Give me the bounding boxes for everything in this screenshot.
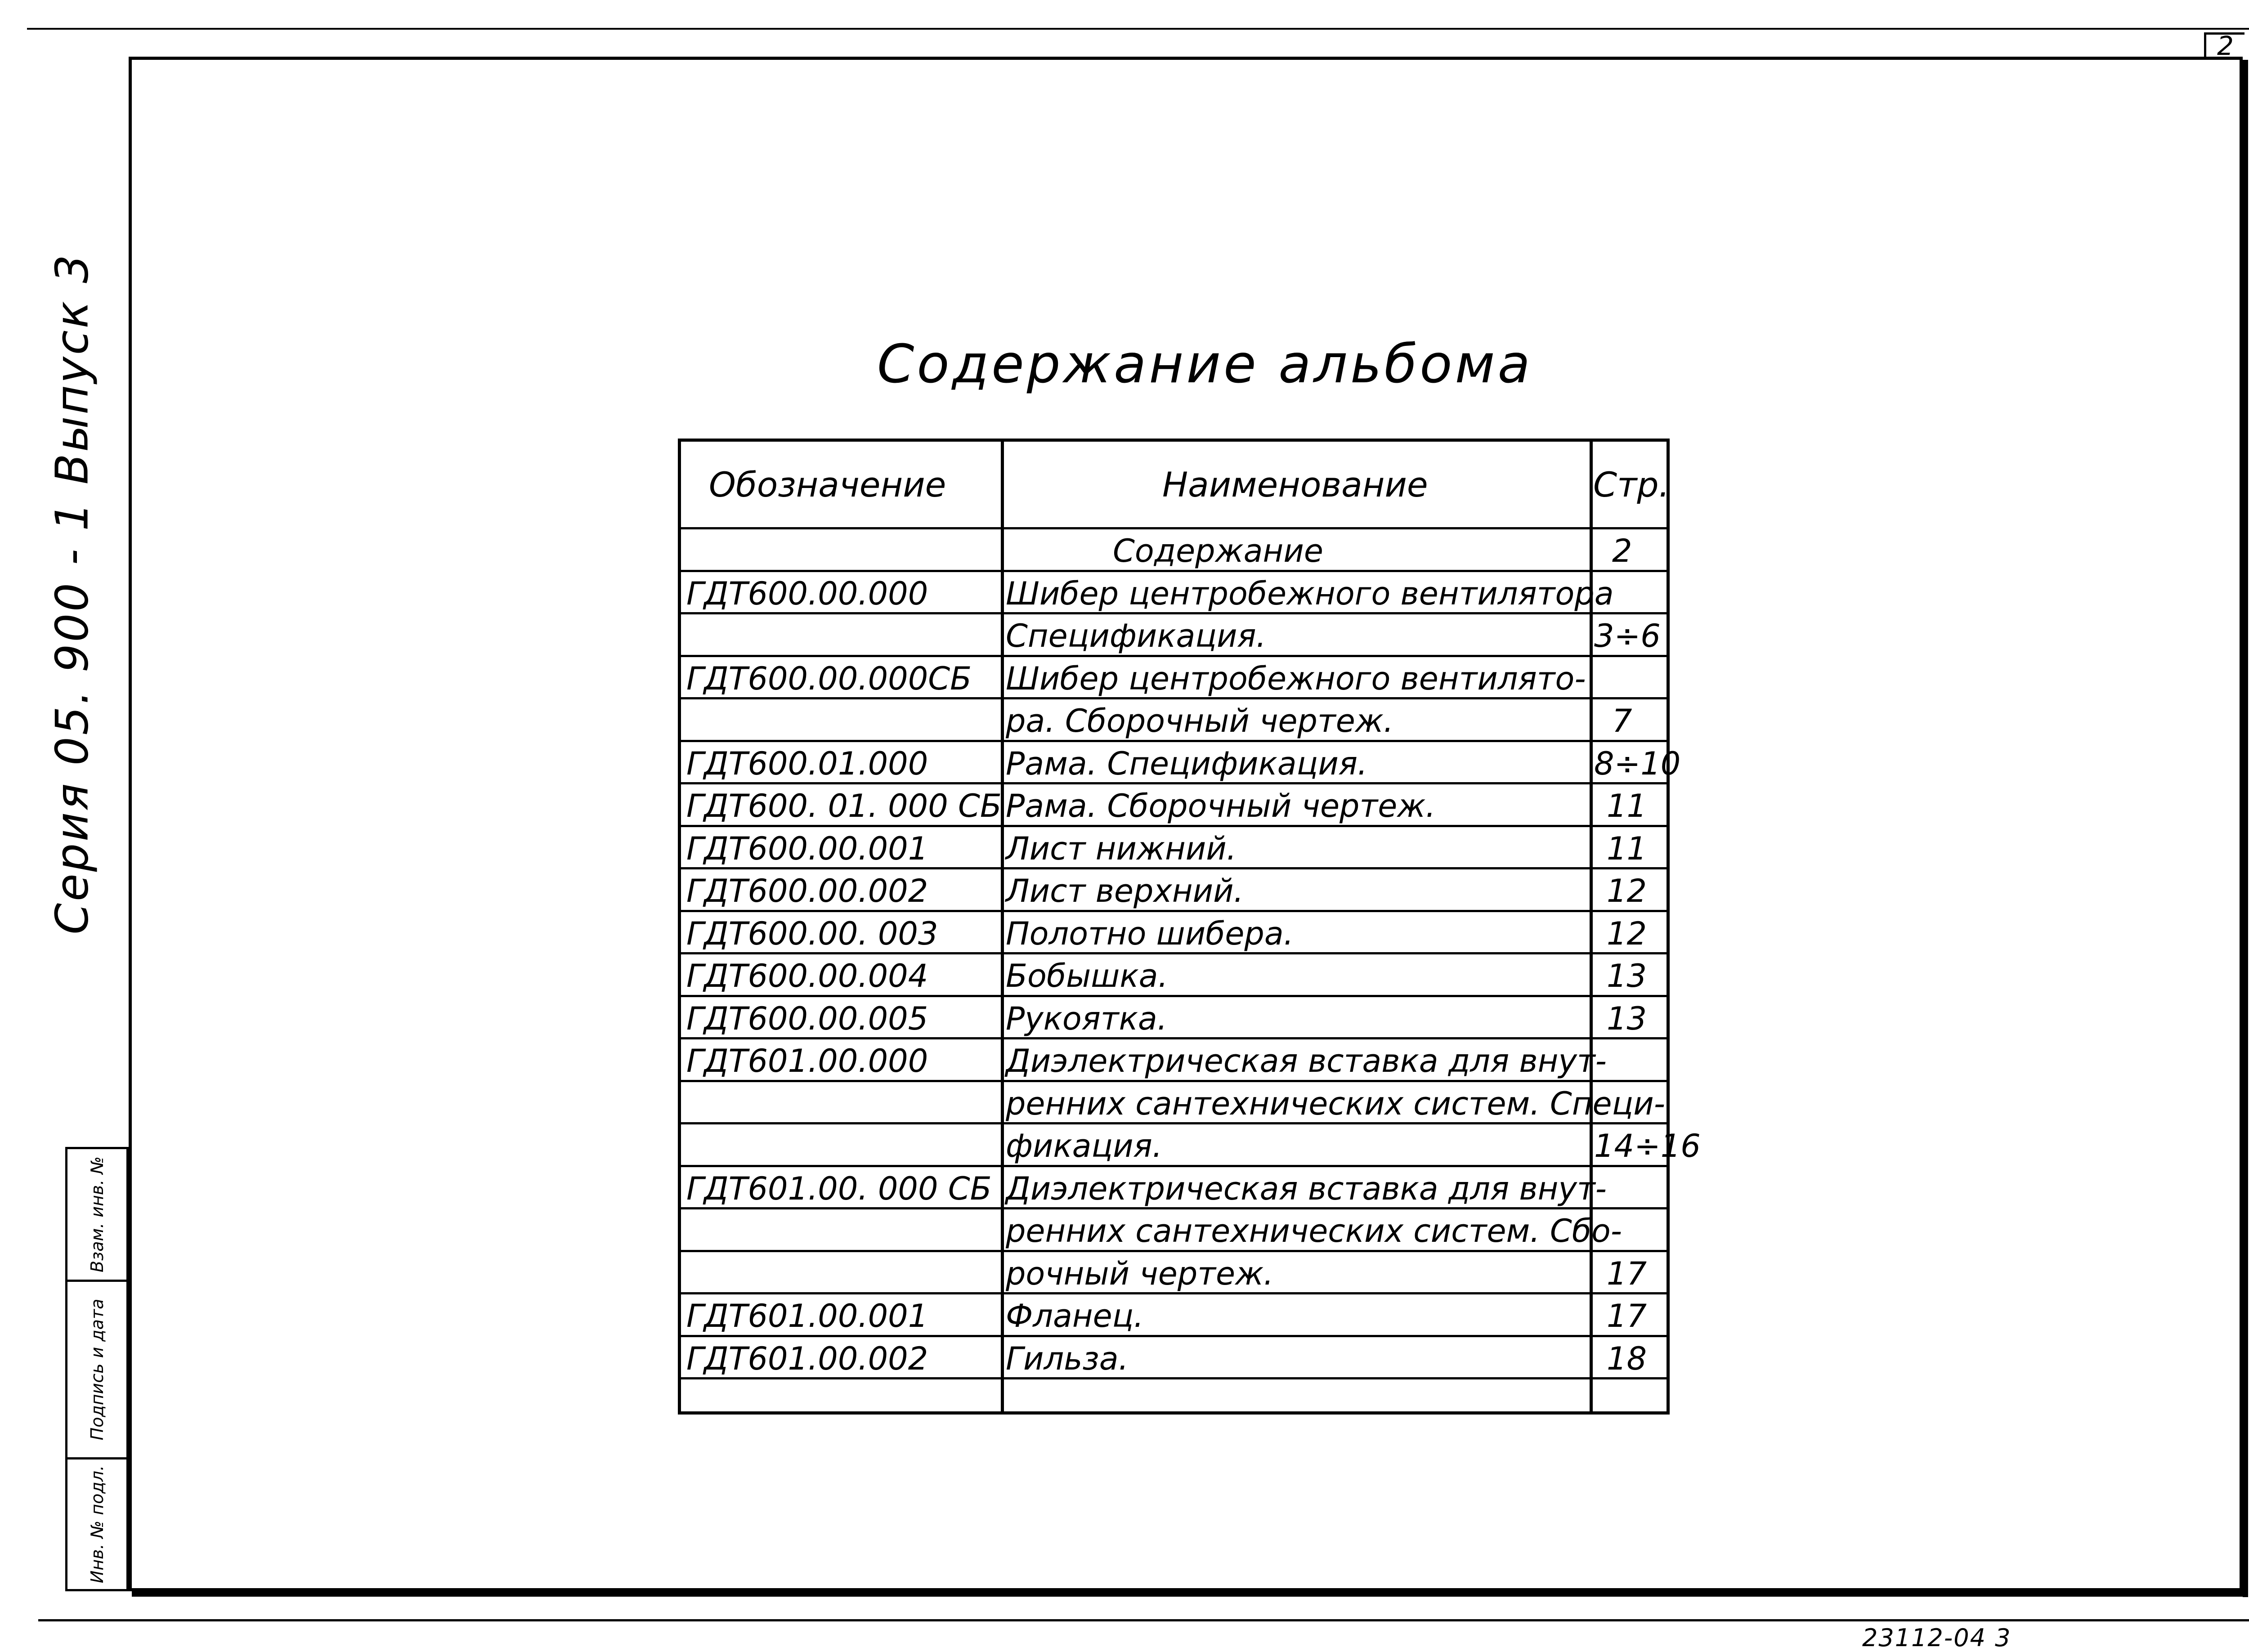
row-separator [681,1037,1667,1039]
row-designation: ГДТ600.00.001 [686,830,928,867]
row-name: Содержание [1113,533,1323,569]
page-title: Содержание альбома [877,333,1533,395]
row-page: 12 [1607,915,1647,952]
row-designation: ГДТ600.00.000СБ [686,660,972,697]
row-designation: ГДТ601.00.000 [686,1043,928,1079]
row-separator [681,1207,1667,1209]
row-page: 8÷10 [1594,745,1681,782]
row-name: Рама. Сборочный чертеж. [1006,788,1436,824]
header-separator [681,527,1667,529]
row-page: 3÷6 [1594,618,1661,654]
row-page: 13 [1607,1000,1647,1037]
row-name: Шибер центробежного вентилято- [1006,660,1586,697]
row-name: ренних сантехнических систем. Сбо- [1006,1213,1622,1249]
row-name: Рама. Спецификация. [1006,745,1368,782]
row-designation: ГДТ600. 01. 000 СБ [686,788,1002,824]
row-separator [681,570,1667,572]
row-name: Лист нижний. [1006,830,1237,867]
row-designation: ГДТ601.00.001 [686,1298,928,1334]
frame-edge-bottom [132,1591,2248,1597]
stamp-cell-replaces-inv [65,1147,129,1282]
row-designation: ГДТ600.00. 003 [686,915,938,952]
row-separator [681,1377,1667,1379]
row-page: 18 [1607,1340,1647,1377]
row-page: 17 [1607,1298,1647,1334]
row-name: Лист верхний. [1006,873,1244,909]
row-name: Бобышка. [1006,958,1168,994]
row-name: фикация. [1006,1128,1163,1164]
table-divider-1 [1001,442,1004,1411]
row-name: Шибер центробежного вентилятора [1006,575,1614,612]
row-designation: ГДТ600.00.005 [686,1000,928,1037]
row-name: Диэлектрическая вставка для внут- [1006,1043,1607,1079]
row-page: 11 [1607,830,1647,867]
row-separator [681,655,1667,657]
row-separator [681,825,1667,827]
series-title: Серия 05. 900 - 1 Выпуск 3 [45,253,99,935]
row-name: Рукоятка. [1006,1000,1168,1037]
row-separator [681,867,1667,869]
row-separator [681,1335,1667,1337]
row-page: 13 [1607,958,1647,994]
stamp-signature-date: Подпись и дата [87,1298,107,1441]
row-name: Фланец. [1006,1298,1144,1334]
row-separator [681,1122,1667,1124]
row-designation: ГДТ600.00.002 [686,873,928,909]
trim-line-bottom [38,1619,2249,1621]
row-page: 17 [1607,1255,1647,1292]
row-separator [681,1292,1667,1294]
row-separator [681,1250,1667,1252]
frame-edge-right [2243,60,2248,1597]
row-name: ра. Сборочный чертеж. [1006,703,1394,739]
side-stamp [65,1147,129,1591]
row-name: Диэлектрическая вставка для внут- [1006,1170,1607,1207]
stamp-cell-signature-date [65,1280,129,1459]
row-designation: ГДТ600.00.004 [686,958,928,994]
row-separator [681,910,1667,912]
row-designation: ГДТ601.00. 000 СБ [686,1170,992,1207]
row-separator [681,1080,1667,1082]
row-page: 14÷16 [1594,1128,1701,1164]
row-page: 7 [1612,703,1632,739]
contents-table [678,439,1701,1415]
document-number: 23112-04 3 [1862,1624,2012,1652]
header-page: Стр. [1593,465,1670,505]
stamp-cell-inv-no [65,1457,129,1591]
stamp-inv-no: Инв. № подл. [87,1465,107,1584]
row-separator [681,782,1667,784]
trim-line-top [27,28,2249,30]
row-separator [681,612,1667,614]
stamp-replaces-inv: Взам. инв. № [87,1156,107,1273]
row-name: рочный чертеж. [1006,1255,1274,1292]
header-designation: Обозначение [709,465,946,505]
header-name: Наименование [1162,465,1428,505]
row-separator [681,995,1667,997]
row-designation: ГДТ601.00.002 [686,1340,928,1377]
row-designation: ГДТ600.01.000 [686,745,928,782]
row-page: 2 [1612,533,1632,569]
row-separator [681,1165,1667,1167]
row-name: ренних сантехнических систем. Специ- [1006,1085,1665,1122]
row-designation: ГДТ600.00.000 [686,575,928,612]
row-page: 11 [1607,788,1647,824]
row-page: 12 [1607,873,1647,909]
row-separator [681,740,1667,742]
sheet-number: 2 [2204,32,2245,58]
row-separator [681,952,1667,954]
row-name: Спецификация. [1006,618,1266,654]
row-separator [681,697,1667,699]
row-name: Гильза. [1006,1340,1129,1377]
row-name: Полотно шибера. [1006,915,1294,952]
